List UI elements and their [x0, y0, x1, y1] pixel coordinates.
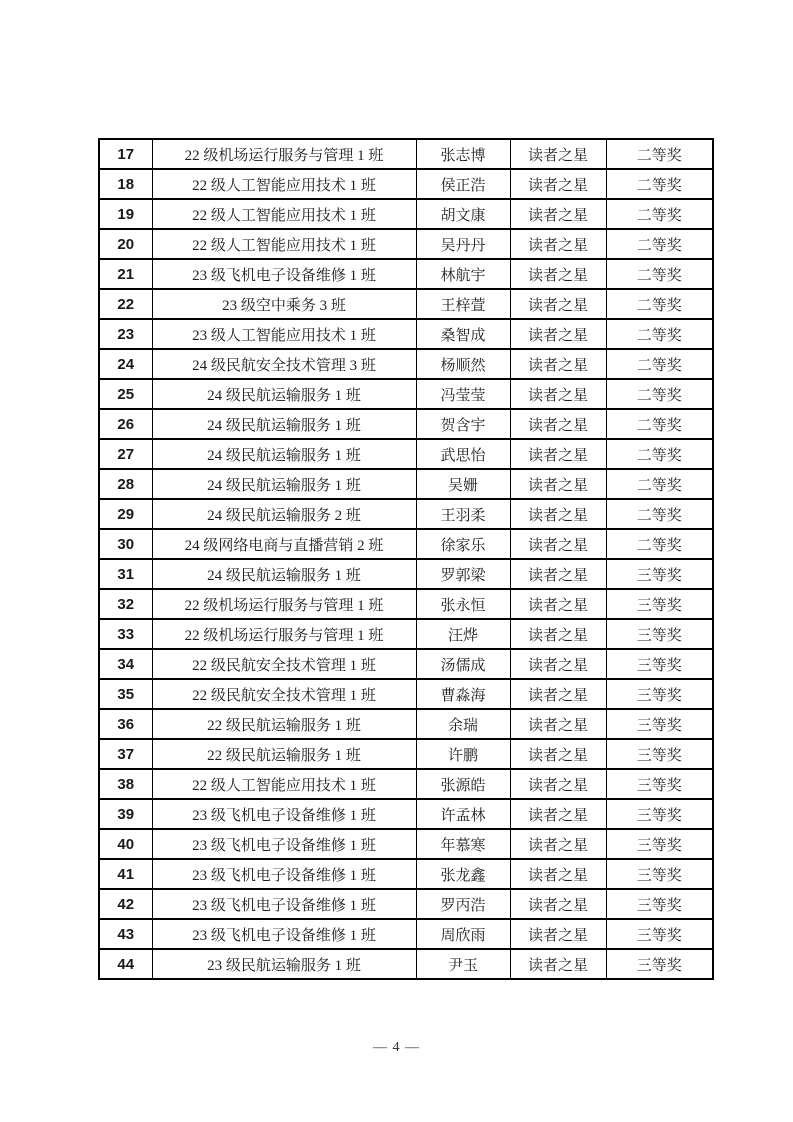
- class-name-cell: 22 级民航运输服务 1 班: [152, 709, 416, 739]
- award-level-cell: 三等奖: [606, 559, 713, 589]
- row-index-cell: 24: [99, 349, 152, 379]
- student-name-cell: 王羽柔: [416, 499, 510, 529]
- award-title-cell: 读者之星: [510, 319, 606, 349]
- award-level-cell: 二等奖: [606, 469, 713, 499]
- class-name-cell: 24 级民航运输服务 1 班: [152, 379, 416, 409]
- class-name-cell: 22 级机场运行服务与管理 1 班: [152, 139, 416, 169]
- table-row: [99, 499, 713, 529]
- row-index-cell: 41: [99, 859, 152, 889]
- class-name-cell: 22 级人工智能应用技术 1 班: [152, 769, 416, 799]
- award-level-cell: 三等奖: [606, 799, 713, 829]
- table-row: [99, 889, 713, 919]
- award-title-cell: 读者之星: [510, 709, 606, 739]
- award-title-cell: 读者之星: [510, 619, 606, 649]
- student-name-cell: 汤儒成: [416, 649, 510, 679]
- student-name-cell: 武思怡: [416, 439, 510, 469]
- award-title-cell: 读者之星: [510, 469, 606, 499]
- award-level-cell: 三等奖: [606, 649, 713, 679]
- award-level-cell: 二等奖: [606, 199, 713, 229]
- class-name-cell: 23 级飞机电子设备维修 1 班: [152, 799, 416, 829]
- student-name-cell: 汪烨: [416, 619, 510, 649]
- award-level-cell: 二等奖: [606, 289, 713, 319]
- student-name-cell: 林航宇: [416, 259, 510, 289]
- award-title-cell: 读者之星: [510, 949, 606, 979]
- page-number: — 4 —: [373, 1040, 420, 1055]
- student-name-cell: 王梓萱: [416, 289, 510, 319]
- award-title-cell: 读者之星: [510, 829, 606, 859]
- award-title-cell: 读者之星: [510, 139, 606, 169]
- award-level-cell: 二等奖: [606, 169, 713, 199]
- award-title-cell: 读者之星: [510, 229, 606, 259]
- student-name-cell: 吴姗: [416, 469, 510, 499]
- award-level-cell: 二等奖: [606, 529, 713, 559]
- award-level-cell: 三等奖: [606, 889, 713, 919]
- row-index-cell: 23: [99, 319, 152, 349]
- table-row: [99, 259, 713, 289]
- award-title-cell: 读者之星: [510, 679, 606, 709]
- award-title-cell: 读者之星: [510, 589, 606, 619]
- student-name-cell: 杨顺然: [416, 349, 510, 379]
- row-index-cell: 29: [99, 499, 152, 529]
- award-level-cell: 二等奖: [606, 439, 713, 469]
- award-title-cell: 读者之星: [510, 499, 606, 529]
- award-title-cell: 读者之星: [510, 799, 606, 829]
- row-index-cell: 28: [99, 469, 152, 499]
- award-title-cell: 读者之星: [510, 529, 606, 559]
- award-title-cell: 读者之星: [510, 169, 606, 199]
- award-title-cell: 读者之星: [510, 349, 606, 379]
- student-name-cell: 余瑞: [416, 709, 510, 739]
- class-name-cell: 22 级人工智能应用技术 1 班: [152, 229, 416, 259]
- award-title-cell: 读者之星: [510, 739, 606, 769]
- award-title-cell: 读者之星: [510, 259, 606, 289]
- award-level-cell: 三等奖: [606, 589, 713, 619]
- student-name-cell: 曹淼海: [416, 679, 510, 709]
- award-level-cell: 二等奖: [606, 259, 713, 289]
- award-title-cell: 读者之星: [510, 379, 606, 409]
- row-index-cell: 37: [99, 739, 152, 769]
- table-row: [99, 949, 713, 979]
- award-title-cell: 读者之星: [510, 769, 606, 799]
- class-name-cell: 22 级民航安全技术管理 1 班: [152, 649, 416, 679]
- table-row: [99, 799, 713, 829]
- student-name-cell: 尹玉: [416, 949, 510, 979]
- award-level-cell: 二等奖: [606, 139, 713, 169]
- student-name-cell: 张志博: [416, 139, 510, 169]
- row-index-cell: 20: [99, 229, 152, 259]
- award-title-cell: 读者之星: [510, 889, 606, 919]
- award-level-cell: 三等奖: [606, 619, 713, 649]
- award-title-cell: 读者之星: [510, 439, 606, 469]
- row-index-cell: 35: [99, 679, 152, 709]
- student-name-cell: 贺含宇: [416, 409, 510, 439]
- class-name-cell: 23 级飞机电子设备维修 1 班: [152, 829, 416, 859]
- table-row: [99, 319, 713, 349]
- table-row: [99, 619, 713, 649]
- class-name-cell: 24 级民航安全技术管理 3 班: [152, 349, 416, 379]
- class-name-cell: 23 级飞机电子设备维修 1 班: [152, 889, 416, 919]
- award-title-cell: 读者之星: [510, 409, 606, 439]
- award-title-cell: 读者之星: [510, 919, 606, 949]
- table-row: [99, 559, 713, 589]
- award-table: [98, 138, 714, 980]
- student-name-cell: 许鹏: [416, 739, 510, 769]
- award-title-cell: 读者之星: [510, 289, 606, 319]
- student-name-cell: 罗郭梁: [416, 559, 510, 589]
- student-name-cell: 罗丙浩: [416, 889, 510, 919]
- class-name-cell: 22 级机场运行服务与管理 1 班: [152, 589, 416, 619]
- award-level-cell: 三等奖: [606, 949, 713, 979]
- student-name-cell: 张龙鑫: [416, 859, 510, 889]
- class-name-cell: 23 级飞机电子设备维修 1 班: [152, 259, 416, 289]
- class-name-cell: 23 级飞机电子设备维修 1 班: [152, 919, 416, 949]
- row-index-cell: 34: [99, 649, 152, 679]
- award-level-cell: 二等奖: [606, 319, 713, 349]
- row-index-cell: 43: [99, 919, 152, 949]
- class-name-cell: 23 级民航运输服务 1 班: [152, 949, 416, 979]
- award-level-cell: 二等奖: [606, 499, 713, 529]
- student-name-cell: 张源皓: [416, 769, 510, 799]
- class-name-cell: 24 级民航运输服务 1 班: [152, 439, 416, 469]
- row-index-cell: 18: [99, 169, 152, 199]
- class-name-cell: 24 级民航运输服务 1 班: [152, 409, 416, 439]
- award-level-cell: 二等奖: [606, 229, 713, 259]
- table-row: [99, 589, 713, 619]
- award-title-cell: 读者之星: [510, 859, 606, 889]
- row-index-cell: 39: [99, 799, 152, 829]
- award-title-cell: 读者之星: [510, 649, 606, 679]
- row-index-cell: 31: [99, 559, 152, 589]
- class-name-cell: 23 级人工智能应用技术 1 班: [152, 319, 416, 349]
- class-name-cell: 24 级民航运输服务 1 班: [152, 559, 416, 589]
- award-level-cell: 三等奖: [606, 829, 713, 859]
- award-table-body: [99, 139, 713, 979]
- award-level-cell: 三等奖: [606, 709, 713, 739]
- class-name-cell: 24 级网络电商与直播营销 2 班: [152, 529, 416, 559]
- row-index-cell: 22: [99, 289, 152, 319]
- row-index-cell: 19: [99, 199, 152, 229]
- row-index-cell: 25: [99, 379, 152, 409]
- class-name-cell: 24 级民航运输服务 1 班: [152, 469, 416, 499]
- table-row: [99, 229, 713, 259]
- row-index-cell: 32: [99, 589, 152, 619]
- row-index-cell: 17: [99, 139, 152, 169]
- table-row: [99, 409, 713, 439]
- table-row: [99, 169, 713, 199]
- table-row: [99, 199, 713, 229]
- award-level-cell: 二等奖: [606, 379, 713, 409]
- student-name-cell: 吴丹丹: [416, 229, 510, 259]
- award-level-cell: 二等奖: [606, 349, 713, 379]
- award-level-cell: 三等奖: [606, 739, 713, 769]
- table-row: [99, 739, 713, 769]
- row-index-cell: 21: [99, 259, 152, 289]
- table-row: [99, 919, 713, 949]
- award-level-cell: 三等奖: [606, 859, 713, 889]
- table-row: [99, 379, 713, 409]
- row-index-cell: 33: [99, 619, 152, 649]
- table-row: [99, 349, 713, 379]
- table-row: [99, 289, 713, 319]
- table-row: [99, 439, 713, 469]
- student-name-cell: 徐家乐: [416, 529, 510, 559]
- class-name-cell: 22 级人工智能应用技术 1 班: [152, 199, 416, 229]
- student-name-cell: 年慕寒: [416, 829, 510, 859]
- row-index-cell: 42: [99, 889, 152, 919]
- student-name-cell: 周欣雨: [416, 919, 510, 949]
- student-name-cell: 冯莹莹: [416, 379, 510, 409]
- row-index-cell: 27: [99, 439, 152, 469]
- table-row: [99, 649, 713, 679]
- student-name-cell: 桑智成: [416, 319, 510, 349]
- class-name-cell: 23 级飞机电子设备维修 1 班: [152, 859, 416, 889]
- student-name-cell: 许孟林: [416, 799, 510, 829]
- award-title-cell: 读者之星: [510, 559, 606, 589]
- table-row: [99, 529, 713, 559]
- row-index-cell: 30: [99, 529, 152, 559]
- table-row: [99, 769, 713, 799]
- row-index-cell: 40: [99, 829, 152, 859]
- award-level-cell: 三等奖: [606, 769, 713, 799]
- table-row: [99, 139, 713, 169]
- table-row: [99, 829, 713, 859]
- class-name-cell: 24 级民航运输服务 2 班: [152, 499, 416, 529]
- class-name-cell: 22 级机场运行服务与管理 1 班: [152, 619, 416, 649]
- table-row: [99, 859, 713, 889]
- student-name-cell: 张永恒: [416, 589, 510, 619]
- class-name-cell: 23 级空中乘务 3 班: [152, 289, 416, 319]
- row-index-cell: 44: [99, 949, 152, 979]
- class-name-cell: 22 级民航运输服务 1 班: [152, 739, 416, 769]
- student-name-cell: 侯正浩: [416, 169, 510, 199]
- table-row: [99, 679, 713, 709]
- class-name-cell: 22 级民航安全技术管理 1 班: [152, 679, 416, 709]
- award-level-cell: 三等奖: [606, 919, 713, 949]
- row-index-cell: 26: [99, 409, 152, 439]
- award-level-cell: 三等奖: [606, 679, 713, 709]
- table-row: [99, 469, 713, 499]
- row-index-cell: 36: [99, 709, 152, 739]
- award-level-cell: 二等奖: [606, 409, 713, 439]
- table-row: [99, 709, 713, 739]
- award-title-cell: 读者之星: [510, 199, 606, 229]
- class-name-cell: 22 级人工智能应用技术 1 班: [152, 169, 416, 199]
- row-index-cell: 38: [99, 769, 152, 799]
- student-name-cell: 胡文康: [416, 199, 510, 229]
